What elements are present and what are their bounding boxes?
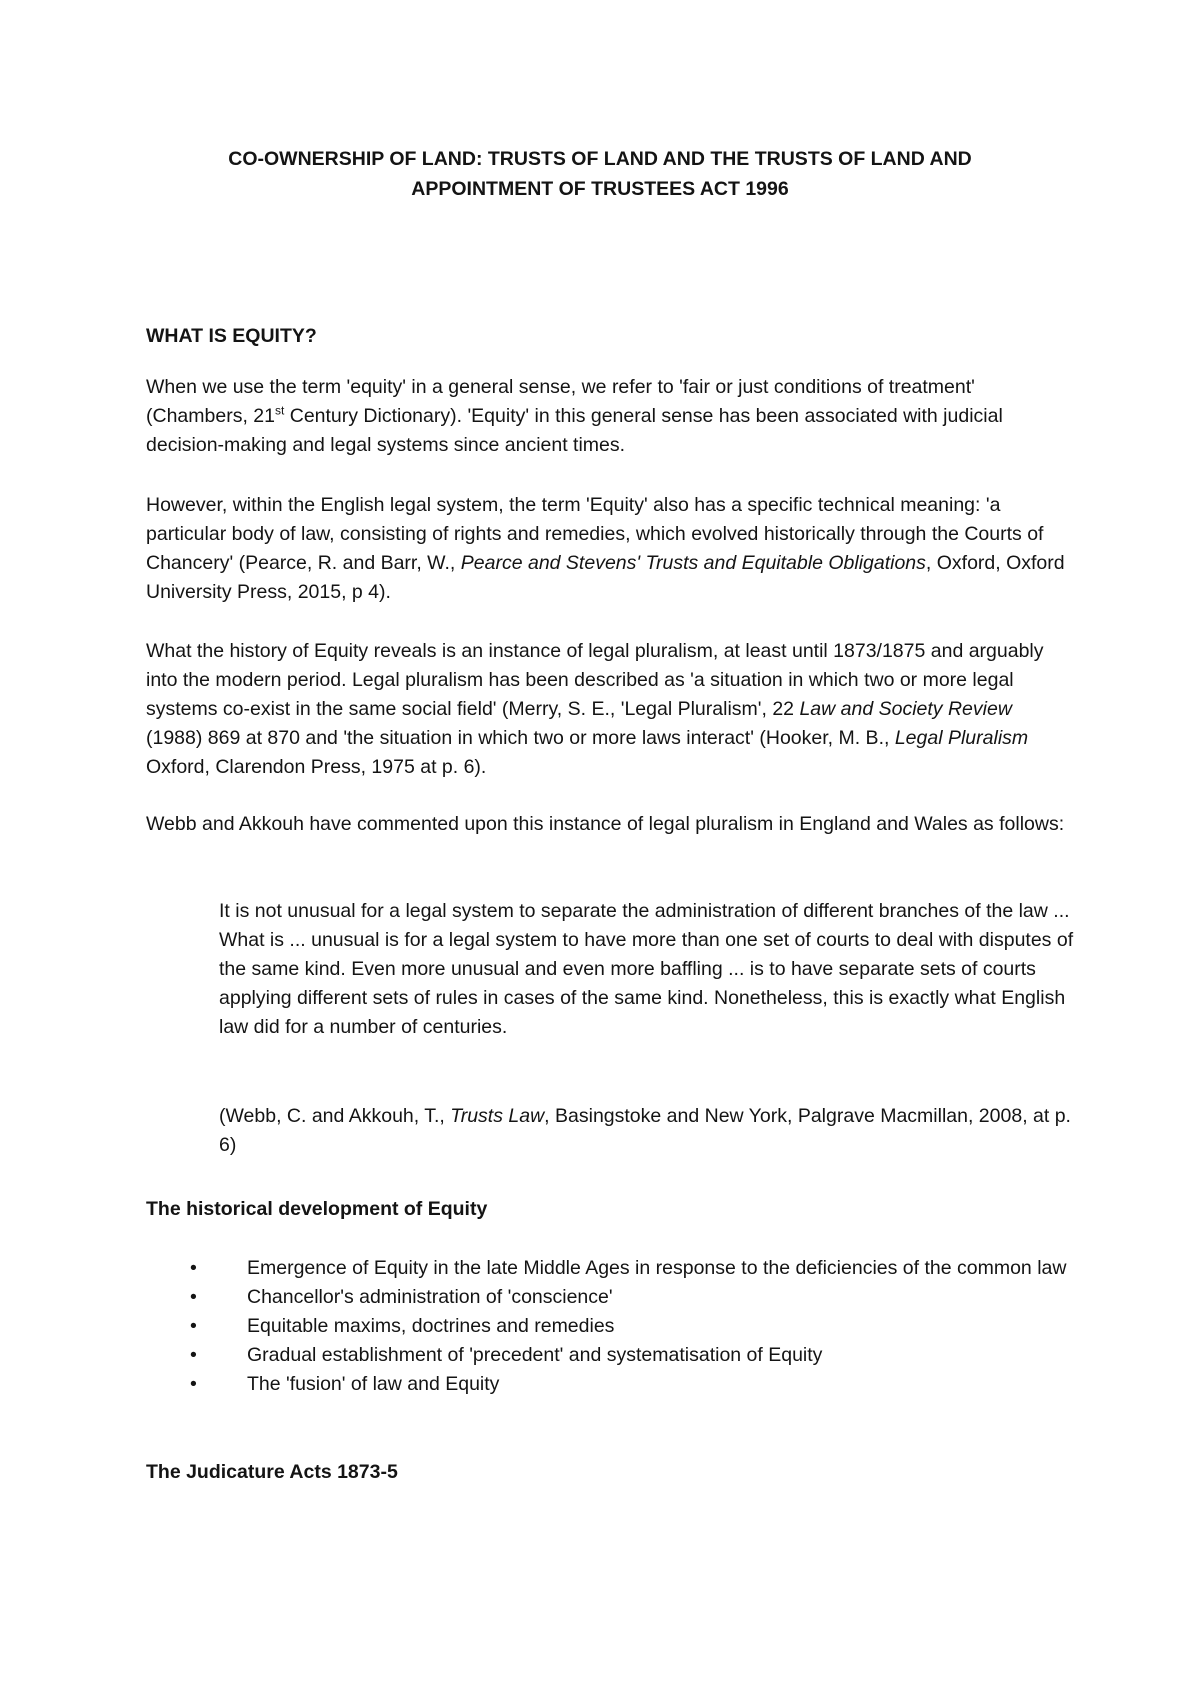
paragraph-2 [146, 491, 1066, 607]
section-heading: WHAT IS EQUITY? [146, 325, 317, 347]
citation-text: (Webb, C. and Akkouh, T., [219, 1105, 451, 1127]
section-historical-development [146, 1195, 1066, 1224]
section-heading: The historical development of Equity [146, 1198, 488, 1220]
paragraph-text: When we use the term 'equity' in a general sense, we refer to 'fair or just conditions of treatment' (Chambers, 21 [146, 376, 975, 427]
bullet-icon: • [190, 1286, 197, 1308]
list-item [190, 1283, 1080, 1312]
citation-text: , Basingstoke and New York, Palgrave Macmillan, 2008, at p. 6) [219, 1105, 1071, 1156]
paragraph-text: Webb and Akkouh have commented upon this instance of legal pluralism in England and Wales as follows: [146, 813, 1065, 835]
paragraph-text: What the history of Equity reveals is an instance of legal pluralism, at least until 1873/1875 and arguably into the modern period. Legal pluralism has been described as 'a situation in which two or more legal systems co-exist in the same social field' (Merry, S. E., 'Legal Pluralism', 22 [146, 640, 1044, 720]
italic-title: Law and Society Review [799, 698, 1012, 720]
italic-title: Legal Pluralism [894, 727, 1029, 749]
title-line-2: APPOINTMENT OF TRUSTEES ACT 1996 [411, 178, 789, 200]
list-item-text: Chancellor's administration of 'conscience' [247, 1286, 613, 1308]
quote-text: It is not unusual for a legal system to separate the administration of different branches of the law ... What is ... unusual is for a legal system to have more than one set of courts to deal with disputes of the same kind. Even more unusual and even more baffling ... is to have separate sets of courts applying different sets of rules in cases of the same kind. Nonetheless, this is exactly what English law did for a number of centuries. [219, 900, 1074, 1038]
paragraph-4 [146, 810, 1066, 839]
section-heading: The Judicature Acts 1873-5 [146, 1461, 398, 1483]
bullet-icon: • [190, 1373, 197, 1395]
italic-title: Trusts Law [450, 1105, 545, 1127]
paragraph-3 [146, 637, 1066, 782]
list-item-text: The 'fusion' of law and Equity [247, 1373, 500, 1395]
paragraph-text: Century Dictionary). 'Equity' in this general sense has been associated with judicial decision-making and legal systems since ancient times. [146, 405, 1003, 456]
title-line-1: CO-OWNERSHIP OF LAND: TRUSTS OF LAND AND THE TRUSTS OF LAND AND [228, 148, 972, 170]
paragraph-text: However, within the English legal system, the term 'Equity' also has a specific technical meaning: 'a particular body of law, consisting of rights and remedies, which evolved historically through the Courts of Chancery' (Pearce, R. and Barr, W., [146, 494, 1044, 574]
list-item-text: Equitable maxims, doctrines and remedies [247, 1315, 615, 1337]
quote-citation [219, 1102, 1079, 1160]
section-what-is-equity [146, 322, 1066, 351]
list-item [190, 1341, 1080, 1370]
list-item [190, 1254, 1080, 1283]
block-quote [219, 897, 1079, 1042]
list-item-text: Emergence of Equity in the late Middle Ages in response to the deficiencies of the common law [247, 1257, 1067, 1279]
document-title [0, 144, 1200, 204]
list-item [190, 1312, 1080, 1341]
bullet-icon: • [190, 1315, 197, 1337]
italic-title: Pearce and Stevens' Trusts and Equitable Obligations [460, 552, 926, 574]
paragraph-text: , Oxford, Oxford University Press, 2015, p 4). [146, 552, 1065, 603]
bullet-icon: • [190, 1344, 197, 1366]
bullet-icon: • [190, 1257, 197, 1279]
paragraph-1 [146, 373, 1066, 460]
section-judicature-acts [146, 1458, 1066, 1487]
superscript: st [274, 403, 285, 418]
list-item [190, 1370, 1080, 1399]
bullet-list [190, 1254, 1080, 1399]
list-item-text: Gradual establishment of 'precedent' and systematisation of Equity [247, 1344, 823, 1366]
paragraph-text: Oxford, Clarendon Press, 1975 at p. 6). [146, 756, 487, 778]
paragraph-text: (1988) 869 at 870 and 'the situation in which two or more laws interact' (Hooker, M. B., [146, 727, 895, 749]
